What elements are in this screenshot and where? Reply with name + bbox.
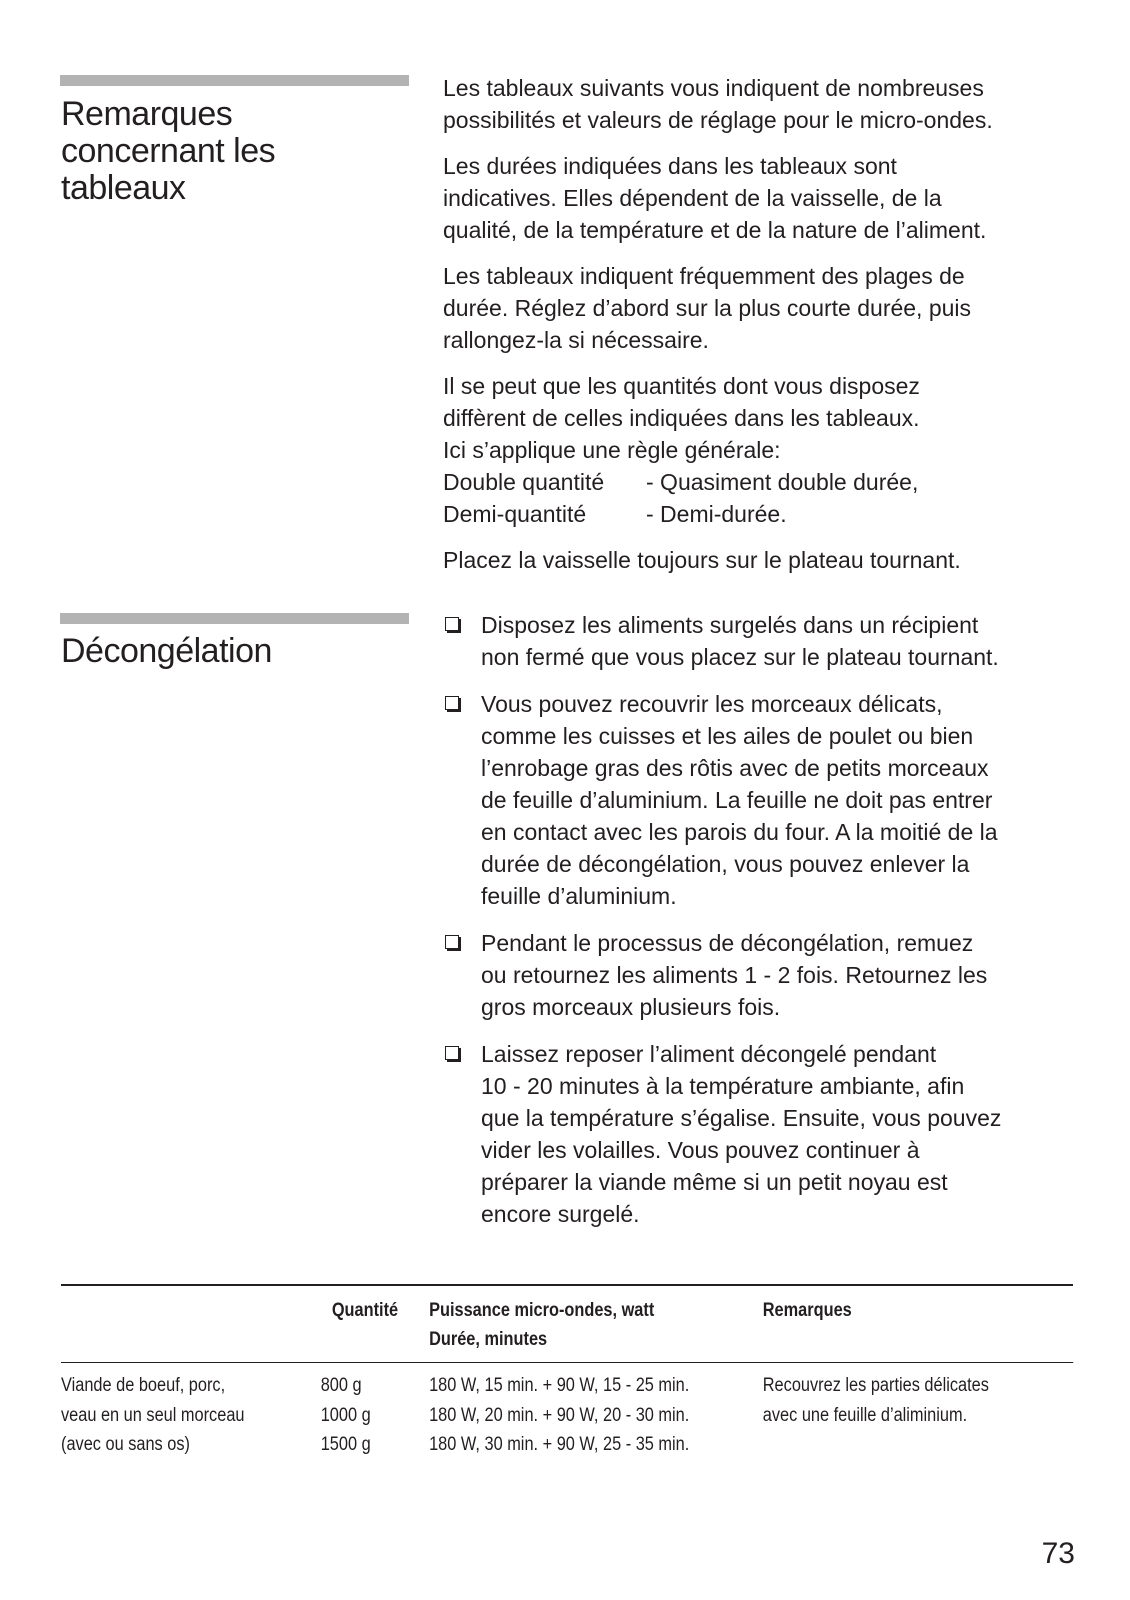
text-line: Placez la vaisselle toujours sur le plateau tournant. <box>443 547 961 573</box>
cell-line: Viande de boeuf, porc, <box>61 1375 226 1396</box>
text-line: durée de décongélation, vous pouvez enlever la <box>481 851 970 877</box>
decongelation-content <box>443 609 1073 1245</box>
text-line: ou retournez les aliments 1 - 2 fois. Retournez les <box>481 962 988 988</box>
text-line: gros morceaux plusieurs fois. <box>481 994 781 1020</box>
text-line: qualité, de la température et de la nature de l’aliment. <box>443 217 987 243</box>
cell-line: 180 W, 15 min. + 90 W, 15 - 25 min. <box>429 1375 690 1396</box>
paragraph <box>443 544 1073 576</box>
bullet-item <box>443 688 1073 912</box>
rule-paragraph <box>443 370 1073 530</box>
text-line: 10 - 20 minutes à la température ambiante, afin <box>481 1073 965 1099</box>
text-line: Pendant le processus de décongélation, remuez <box>481 930 974 956</box>
cell-line: avec une feuille d’aliminium. <box>762 1404 968 1426</box>
cell-line: 1500 g <box>320 1434 371 1455</box>
text-line: Vous pouvez recouvrir les morceaux délicats, <box>481 691 943 717</box>
text-line: feuille d’aluminium. <box>481 883 677 909</box>
header-remarks: Remarques <box>762 1300 852 1321</box>
checkbox-bullet-icon <box>445 617 459 631</box>
text-line: que la température s’égalise. Ensuite, vous pouvez <box>481 1105 1002 1131</box>
cell-quantity <box>321 1371 412 1460</box>
header-quantity: Quantité <box>331 1300 399 1321</box>
text-line: non fermé que vous placez sur le plateau tournant. <box>481 644 999 670</box>
rule-quantity: Double quantité <box>443 469 605 495</box>
text-line: indicatives. Elles dépendent de la vaisselle, de la <box>443 185 942 211</box>
cell-line: (avec ou sans os) <box>61 1434 190 1455</box>
cell-line: 180 W, 20 min. + 90 W, 20 - 30 min. <box>429 1404 690 1426</box>
table-row <box>61 1363 1073 1460</box>
text-line: rallongez-la si nécessaire. <box>443 327 709 353</box>
text-line: Ici s’applique une règle générale: <box>443 437 781 463</box>
header-power <box>412 1296 763 1354</box>
section-rule-decongelation <box>60 613 409 624</box>
remarques-content <box>443 72 1073 590</box>
cell-line: 180 W, 30 min. + 90 W, 25 - 35 min. <box>429 1434 690 1455</box>
rule-row <box>443 466 1073 498</box>
text-line: Laissez reposer l’aliment décongelé pendant <box>481 1041 937 1067</box>
rule-row <box>443 498 1073 530</box>
title-line: concernant les <box>61 132 276 170</box>
cell-remarks <box>763 1371 1073 1460</box>
title-line: Remarques <box>61 95 233 133</box>
text-line: Il se peut que les quantités dont vous disposez <box>443 373 920 399</box>
text-line: l’enrobage gras des rôtis avec de petits morceaux <box>481 755 989 781</box>
checkbox-bullet-icon <box>445 935 459 949</box>
page-number: 73 <box>1041 1537 1075 1570</box>
text-line: Les tableaux indiquent fréquemment des plages de <box>443 263 965 289</box>
paragraph <box>443 72 1073 136</box>
cell-line: 1000 g <box>320 1404 371 1426</box>
cell-line: Recouvrez les parties délicates <box>762 1375 989 1396</box>
checkbox-bullet-icon <box>445 1046 459 1060</box>
rule-duration: - Demi-durée. <box>646 501 787 527</box>
text-line: Les tableaux suivants vous indiquent de nombreuses <box>443 75 984 101</box>
cell-line: veau en un seul morceau <box>61 1404 245 1426</box>
text-line: possibilités et valeurs de réglage pour le micro-ondes. <box>443 107 993 133</box>
checkbox-bullet-icon <box>445 696 459 710</box>
text-line: Disposez les aliments surgelés dans un récipient <box>481 612 979 638</box>
cell-line: 800 g <box>320 1375 362 1396</box>
bullet-list <box>443 609 1073 1230</box>
cell-power <box>412 1371 763 1460</box>
section-title-decongelation: Décongélation <box>61 632 272 670</box>
header-power-line: Puissance micro-ondes, watt <box>429 1300 655 1321</box>
text-line: comme les cuisses et les ailes de poulet ou bien <box>481 723 974 749</box>
text-line: Les durées indiquées dans les tableaux sont <box>443 153 897 179</box>
text-line: préparer la viande même si un petit noyau est <box>481 1169 948 1195</box>
text-line: durée. Réglez d’abord sur la plus courte durée, puis <box>443 295 972 321</box>
text-line: encore surgelé. <box>481 1201 640 1227</box>
table-header-row <box>61 1286 1073 1363</box>
section-rule-remarques <box>60 75 409 86</box>
paragraph <box>443 150 1073 246</box>
text-line: diffèrent de celles indiquées dans les tableaux. <box>443 405 920 431</box>
defrost-table <box>61 1284 1073 1460</box>
cell-food <box>61 1371 321 1460</box>
paragraph <box>443 260 1073 356</box>
header-duration-line: Durée, minutes <box>429 1329 548 1350</box>
bullet-item <box>443 1038 1073 1230</box>
text-line: de feuille d’aluminium. La feuille ne doit pas entrer <box>481 787 993 813</box>
section-title-remarques <box>61 96 406 207</box>
rule-quantity: Demi-quantité <box>443 501 587 527</box>
rule-duration: - Quasiment double durée, <box>646 469 919 495</box>
header-food <box>61 1296 321 1354</box>
text-line: en contact avec les parois du four. A la moitié de la <box>481 819 998 845</box>
text-line: vider les volailles. Vous pouvez continuer à <box>481 1137 920 1163</box>
bullet-item <box>443 927 1073 1023</box>
bullet-item <box>443 609 1073 673</box>
title-line: tableaux <box>61 169 186 207</box>
